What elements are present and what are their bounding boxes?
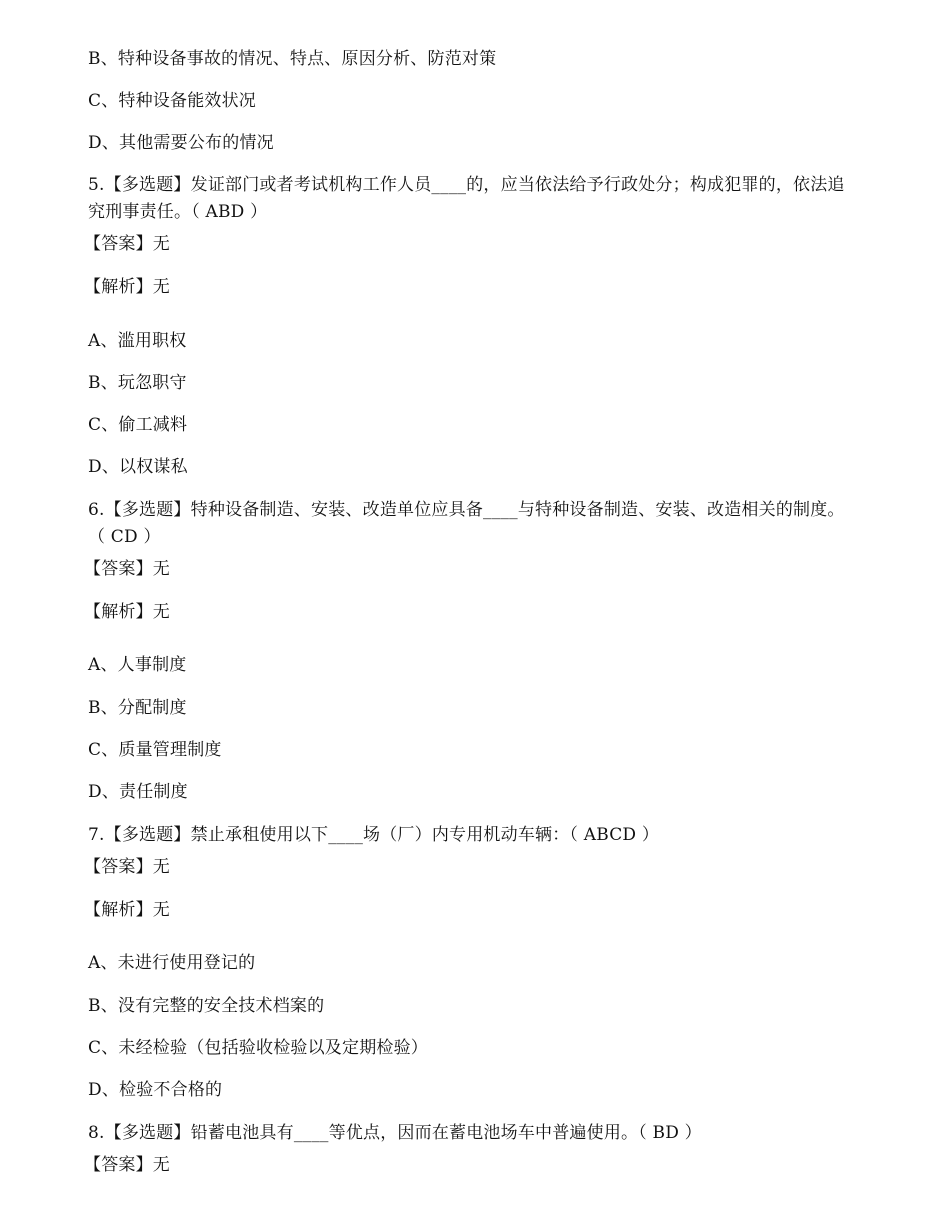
- option-line: D、检验不合格的: [88, 1080, 223, 1100]
- option-line: B、特种设备事故的情况、特点、原因分析、防范对策: [88, 49, 497, 69]
- option-line: D、以权谋私: [88, 457, 188, 477]
- option-line: A、滥用职权: [88, 331, 187, 351]
- answer-line: 【答案】无: [84, 559, 170, 579]
- answer-line: 【答案】无: [84, 234, 170, 254]
- option-line: C、未经检验（包括验收检验以及定期检验）: [88, 1038, 429, 1058]
- option-line: B、没有完整的安全技术档案的: [88, 996, 325, 1016]
- answer-line: 【答案】无: [84, 857, 170, 877]
- question-stem: 8.【多选题】铅蓄电池具有____等优点，因而在蓄电池场车中普遍使用。（ BD ）: [88, 1123, 702, 1143]
- option-line: B、玩忽职守: [88, 373, 187, 393]
- answer-line: 【答案】无: [84, 1155, 170, 1175]
- question-stem: 5.【多选题】发证部门或者考试机构工作人员____的，应当依法给予行政处分；构成犯罪的，依法追: [88, 175, 845, 195]
- option-line: D、其他需要公布的情况: [88, 133, 274, 153]
- option-line: B、分配制度: [88, 698, 187, 718]
- option-line: D、责任制度: [88, 782, 188, 802]
- option-line: A、未进行使用登记的: [88, 953, 256, 973]
- analysis-line: 【解析】无: [84, 602, 170, 622]
- analysis-line: 【解析】无: [84, 277, 170, 297]
- option-line: C、特种设备能效状况: [88, 91, 257, 111]
- option-line: C、偷工减料: [88, 415, 188, 435]
- option-line: A、人事制度: [88, 655, 187, 675]
- question-stem: 6.【多选题】特种设备制造、安装、改造单位应具备____与特种设备制造、安装、改造相关的制度。: [88, 500, 845, 520]
- option-line: C、质量管理制度: [88, 740, 222, 760]
- question-stem-continued: （ CD ）: [88, 527, 161, 547]
- analysis-line: 【解析】无: [84, 900, 170, 920]
- question-stem: 7.【多选题】禁止承租使用以下____场（厂）内专用机动车辆：（ ABCD ）: [88, 825, 660, 845]
- question-stem-continued: 究刑事责任。（ ABD ）: [88, 202, 268, 222]
